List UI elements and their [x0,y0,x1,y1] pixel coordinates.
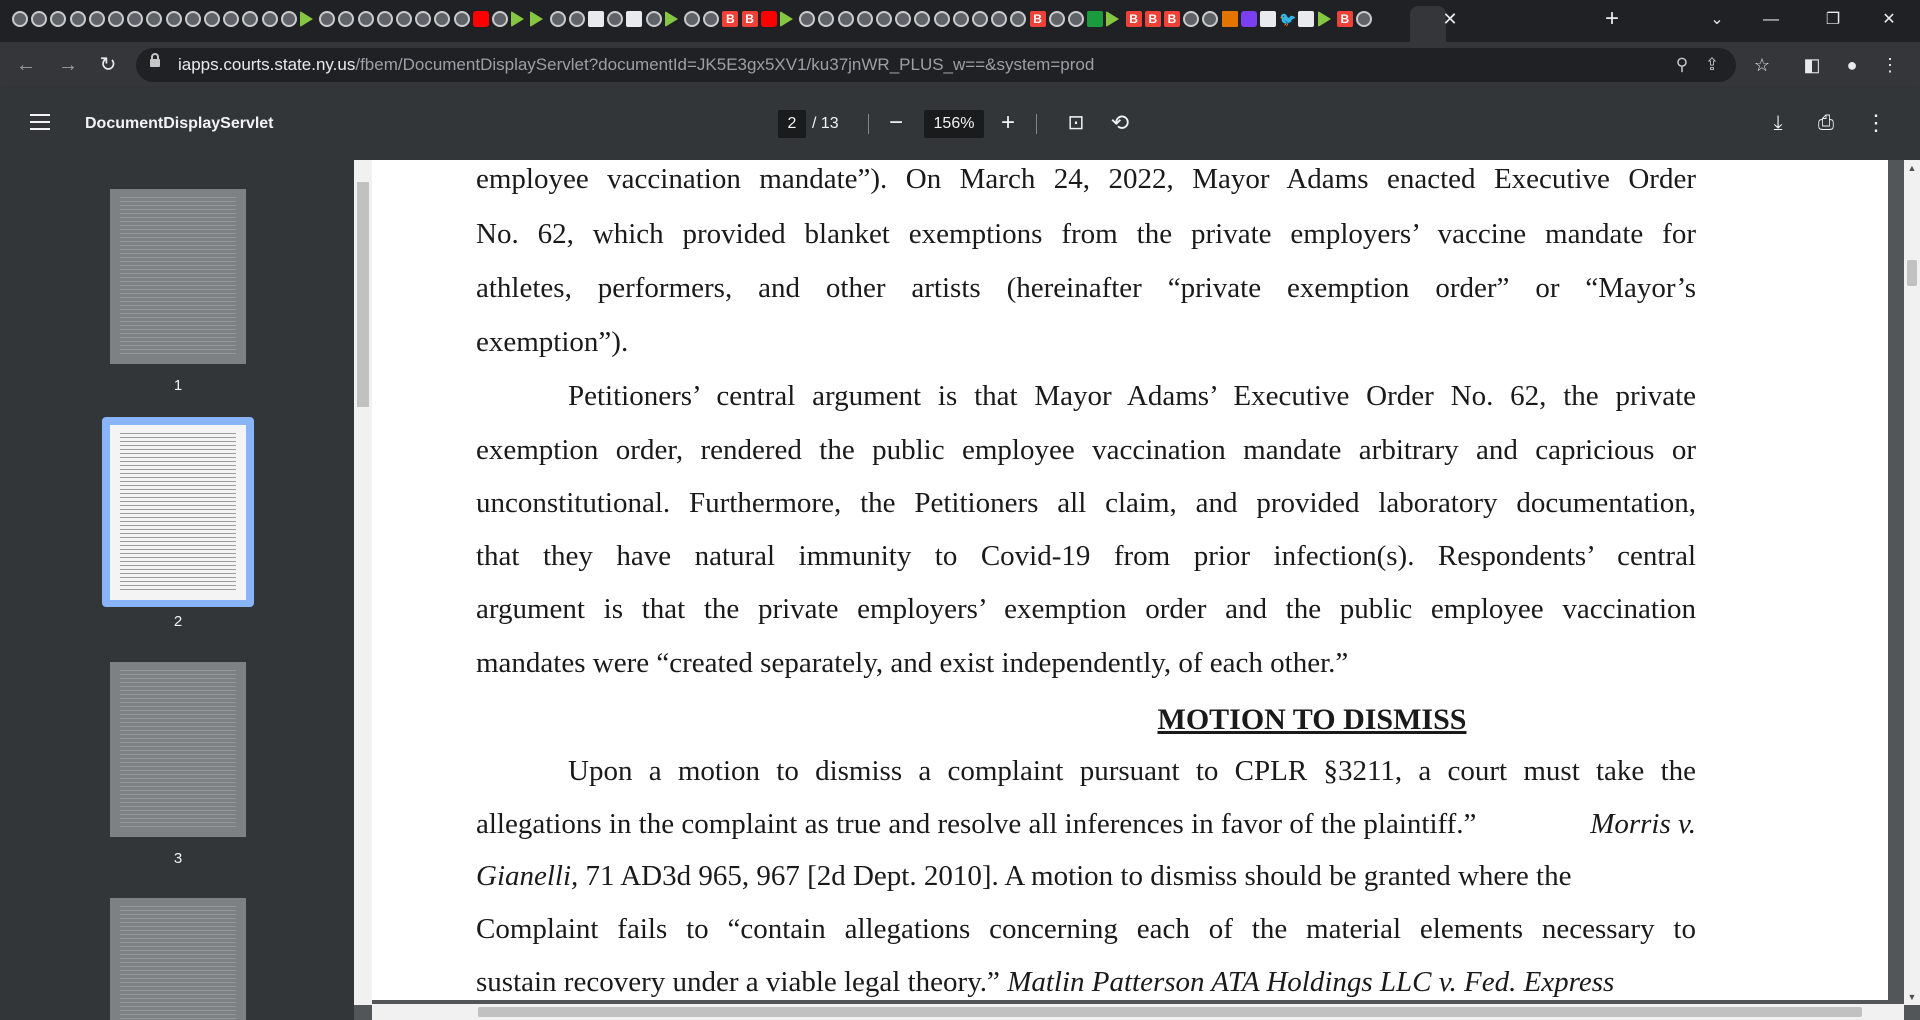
divider [868,114,869,134]
thumbnail-label: 1 [173,377,183,394]
download-icon[interactable]: ⤓ [1773,112,1783,134]
side-panel-icon[interactable]: ◧ [1803,55,1821,75]
close-window-button[interactable]: ✕ [1882,11,1896,28]
tab-favicon-chrome-icon[interactable] [1010,11,1026,27]
thumbnail-text [120,197,236,354]
tab-favicon-chrome-icon[interactable] [703,11,719,27]
tab-favicon-chrome-icon[interactable] [185,11,201,27]
tab-favicon-chrome-icon[interactable] [358,11,374,27]
tab-strip [0,0,1920,42]
rotate-icon[interactable]: ⟲ [1110,110,1130,135]
tab-favicon-chrome-icon[interactable] [953,11,969,27]
scroll-down-arrow[interactable]: ▼ [1907,992,1917,1002]
zoom-out-button[interactable]: − [888,109,903,136]
tab-favicon-chrome-icon[interactable] [319,11,335,27]
tab-favicon-chrome-icon[interactable] [89,11,105,27]
address-bar[interactable] [136,48,1736,82]
tab-favicon-chrome-icon[interactable] [876,11,892,27]
zoom-icon[interactable]: ⚲ [1675,55,1689,74]
vertical-scrollbar-thumb[interactable] [1907,260,1917,286]
paragraph-line: mandates were “created separately, and exist independently, of each other.” [476,647,1349,679]
tab-favicon-doc-icon[interactable] [626,11,642,27]
tab-favicon-chrome-icon[interactable] [550,11,566,27]
left-scrollbar[interactable] [354,160,372,1005]
tab-favicon-doc-icon[interactable] [588,11,604,27]
pdf-page [372,160,1888,1000]
tab-favicon-chrome-icon[interactable] [1183,11,1199,27]
scroll-up-arrow[interactable]: ▲ [1907,163,1917,173]
more-actions-icon[interactable]: ⋮ [1865,110,1887,135]
tab-favicon-twitter-icon[interactable]: 🐦 [1279,11,1297,27]
bookmark-star-icon[interactable]: ☆ [1753,55,1771,75]
case-citation: Gianelli, [476,860,579,892]
thumbnail-text [120,906,236,1020]
minimize-button[interactable]: — [1763,11,1779,28]
paragraph-line: argument is that the private employers’ exemption order and the public employee vaccination [476,593,1696,625]
tab-favicon-chrome-icon[interactable] [204,11,220,27]
thumbnail-page-3[interactable] [110,662,246,837]
thumbnail-text [120,433,236,590]
paragraph-line: Petitioners’ central argument is that Mayor Adams’ Executive Order No. 62, the private [568,380,1696,412]
forward-icon[interactable]: → [58,54,78,76]
zoom-in-button[interactable]: + [1000,109,1015,136]
menu-icon[interactable]: ⋮ [1881,55,1899,75]
tab-favicon-chrome-icon[interactable] [223,11,239,27]
tab-favicon-chrome-icon[interactable] [338,11,354,27]
text-run: allegations in the complaint as true and resolve all inferences in favor of the plaintiff.” [476,808,1477,840]
text-run: 71 AD3d 965, 967 [2d Dept. 2010]. A motion to dismiss should be granted where the [578,860,1572,892]
tab-favicon-bitchute-icon[interactable]: B [742,11,758,27]
tab-favicon-chrome-icon[interactable] [242,11,258,27]
tab-favicon-doc-icon[interactable] [1260,11,1276,27]
horizontal-scrollbar-thumb[interactable] [478,1007,1862,1017]
pdf-toolbar [0,88,1920,160]
tab-favicon-chrome-icon[interactable] [146,11,162,27]
tab-favicon-bitchute-icon[interactable]: B [1145,11,1161,27]
tab-favicon-rumble-icon[interactable] [300,11,313,27]
paragraph-line [476,858,1696,894]
tab-favicon-chrome-icon[interactable] [492,11,508,27]
thumbnail-label: 2 [173,613,183,630]
paragraph-line [476,806,1696,842]
tab-favicon-chrome-icon[interactable] [972,11,988,27]
restore-button[interactable]: ❐ [1825,11,1841,28]
tab-favicon-rumble-icon[interactable] [1318,11,1331,27]
tab-favicon-chrome-icon[interactable] [12,11,28,27]
tab-favicon-chrome-icon[interactable] [914,11,930,27]
tab-favicon-chrome-icon[interactable] [857,11,873,27]
thumbnail-page-4[interactable] [110,898,246,1020]
section-heading: MOTION TO DISMISS [1157,703,1467,736]
vertical-scrollbar[interactable] [1904,160,1920,1005]
page-number-input[interactable]: 2 [778,110,806,138]
thumbnail-sidebar [0,160,354,1020]
text-run: sustain recovery under a viable legal theory.” [476,966,1008,998]
tab-favicon-bitchute-icon[interactable]: B [1126,11,1142,27]
paragraph-line: unconstitutional. Furthermore, the Petitioners all claim, and provided laboratory documentation, [476,487,1696,519]
tab-favicon-chrome-icon[interactable] [108,11,124,27]
sidebar-menu-icon[interactable] [30,114,50,130]
tab-favicon-rumble-icon[interactable] [511,11,524,27]
tab-favicon-chrome-icon[interactable] [646,11,662,27]
tab-favicon-chrome-icon[interactable] [934,11,950,27]
tab-favicon-doc-icon[interactable] [1298,11,1314,27]
reload-icon[interactable]: ↻ [99,54,117,76]
page-total: / 13 [812,115,839,132]
thumbnail-page-2[interactable] [110,425,246,600]
paragraph-line: athletes, performers, and other artists (hereinafter “private exemption order” or “Mayor’s [476,272,1696,304]
tab-favicon-purple-icon[interactable] [1241,11,1257,27]
tab-favicon-chrome-icon[interactable] [396,11,412,27]
url-path: /fbem/DocumentDisplayServlet?documentId=JK5E3gx5XV1/ku37jnWR_PLUS_w==&system=prod [355,55,1095,74]
paragraph-line: exemption order, rendered the public employee vaccination mandate arbitrary and capricious or [476,434,1696,466]
print-icon[interactable]: ⎙ [1818,112,1834,134]
tab-favicon-chrome-icon[interactable] [434,11,450,27]
tab-favicon-chrome-icon[interactable] [377,11,393,27]
tab-favicon-chrome-icon[interactable] [569,11,585,27]
tab-favicon-yt-icon[interactable] [473,11,489,27]
share-icon[interactable]: ⇪ [1704,55,1720,74]
fit-to-page-icon[interactable]: ⊡ [1067,112,1085,134]
tab-favicon-chrome-icon[interactable] [991,11,1007,27]
case-citation: Morris v. [1590,808,1696,840]
tab-favicon-yt-icon[interactable] [761,11,777,27]
tab-favicon-chrome-icon[interactable] [818,11,834,27]
profile-icon[interactable]: ● [1846,55,1858,75]
new-tab-button[interactable]: + [1604,5,1619,32]
document-title: DocumentDisplayServlet [85,115,274,132]
paragraph-line: exemption”). [476,326,629,358]
tab-favicon-rumble-icon[interactable] [780,11,793,27]
tab-favicon-chrome-icon[interactable] [281,11,297,27]
paragraph-line: employee vaccination mandate”). On March 24, 2022, Mayor Adams enacted Executive Order [476,163,1696,195]
tab-favicon-chrome-icon[interactable] [895,11,911,27]
paragraph-line: Upon a motion to dismiss a complaint pursuant to CPLR §3211, a court must take the [568,755,1696,787]
url-host: iapps.courts.state.ny.us [178,55,356,74]
tab-favicon-chrome-icon[interactable] [166,11,182,27]
tab-favicon-chrome-icon[interactable] [799,11,815,27]
back-icon[interactable]: ← [16,54,36,76]
tab-favicon-chrome-icon[interactable] [50,11,66,27]
tab-favicon-green-icon[interactable] [1087,11,1103,27]
tab-favicon-chrome-icon[interactable] [684,11,700,27]
tab-favicon-bitchute-icon[interactable]: B [1337,11,1353,27]
tab-favicon-bookmark-icon[interactable] [1222,11,1238,27]
tab-favicon-chrome-icon[interactable] [127,11,143,27]
tab-search-icon[interactable]: ⌄ [1710,11,1724,28]
thumbnail-label: 3 [173,850,183,867]
paragraph-line: Complaint fails to “contain allegations concerning each of the material elements necessary to [476,913,1696,945]
paragraph-line: No. 62, which provided blanket exemptions from the private employers’ vaccine mandate for [476,218,1696,250]
document-viewer [354,160,1920,1020]
horizontal-scrollbar[interactable] [372,1004,1904,1020]
lock-icon[interactable] [150,59,160,67]
close-tab-icon[interactable]: ✕ [1442,9,1458,29]
tab-favicon-chrome-icon[interactable] [1068,11,1084,27]
paragraph-line: that they have natural immunity to Covid-19 from prior infection(s). Respondents’ central [476,540,1696,572]
left-scrollbar-thumb[interactable] [357,182,369,407]
tab-favicon-chrome-icon[interactable] [262,11,278,27]
tab-favicon-bitchute-icon[interactable]: B [722,11,738,27]
tab-favicon-bitchute-icon[interactable]: B [1164,11,1180,27]
tab-favicon-chrome-icon[interactable] [607,11,623,27]
tab-favicon-rumble-icon[interactable] [665,11,678,27]
tab-favicon-chrome-icon[interactable] [1202,11,1218,27]
tab-favicon-chrome-icon[interactable] [454,11,470,27]
tab-favicon-chrome-icon[interactable] [31,11,47,27]
thumbnail-text [120,670,236,827]
tab-favicon-rumble-icon[interactable] [1106,11,1119,27]
tab-favicon-chrome-icon[interactable] [70,11,86,27]
tab-favicon-chrome-icon[interactable] [1356,11,1372,27]
case-citation: Matlin Patterson ATA Holdings LLC v. Fed. Express [1007,966,1615,998]
tab-favicon-chrome-icon[interactable] [838,11,854,27]
thumbnail-page-1[interactable] [110,189,246,364]
tab-favicon-bitchute-icon[interactable]: B [1030,11,1046,27]
url-text[interactable] [178,48,1094,82]
paragraph-line [476,964,1696,1000]
divider [1036,114,1037,134]
tab-favicon-chrome-icon[interactable] [1049,11,1065,27]
tab-favicon-chrome-icon[interactable] [415,11,431,27]
tab-favicon-rumble-icon[interactable] [530,11,543,27]
browser-toolbar [0,42,1920,88]
zoom-input[interactable]: 156% [924,110,984,138]
